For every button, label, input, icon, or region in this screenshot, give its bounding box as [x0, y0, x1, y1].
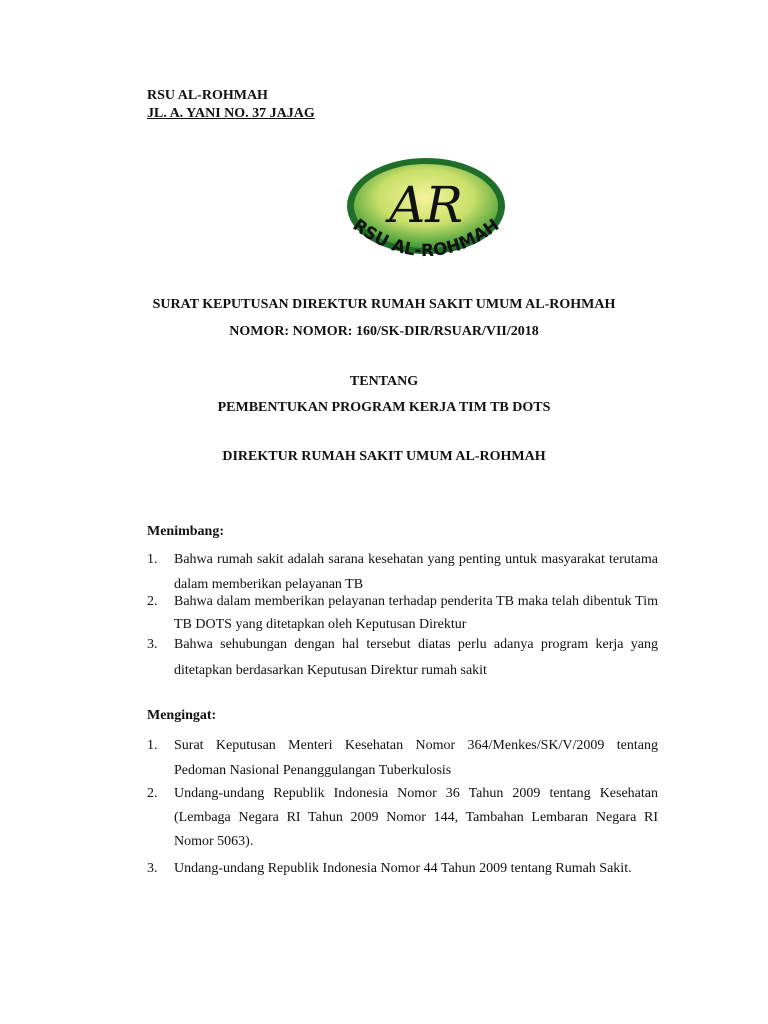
item-number: 2. — [147, 594, 158, 609]
logo-text: RSU AL-ROHMAH — [348, 215, 504, 262]
mengingat-item — [147, 782, 658, 854]
item-text: Surat Keputusan Menteri Kesehatan Nomor 364/Menkes/SK/V/2009 tentang Pedoman Nasional Penanggulangan Tuberkulosis — [174, 738, 658, 778]
menimbang-item — [147, 632, 658, 684]
item-number: 1. — [147, 738, 158, 753]
item-number: 2. — [147, 786, 158, 801]
item-number: 1. — [147, 552, 158, 567]
decree-number: NOMOR: NOMOR: 160/SK-DIR/RSUAR/VII/2018 — [229, 324, 539, 339]
menimbang-item — [147, 590, 658, 636]
director-heading: DIREKTUR RUMAH SAKIT UMUM AL-ROHMAH — [222, 449, 546, 464]
mengingat-item — [147, 733, 658, 783]
mengingat-item — [147, 856, 658, 882]
hospital-name: RSU AL-ROHMAH — [147, 88, 268, 103]
logo-monogram: AR — [389, 176, 463, 234]
hospital-logo — [344, 156, 508, 280]
item-number: 3. — [147, 637, 158, 652]
mengingat-heading: Mengingat: — [147, 708, 217, 723]
item-text: Bahwa rumah sakit adalah sarana kesehatan yang penting untuk masyarakat terutama dalam memberikan pelayanan TB — [174, 552, 658, 592]
hospital-address: JL. A. YANI NO. 37 JAJAG — [147, 106, 315, 121]
decree-title: SURAT KEPUTUSAN DIREKTUR RUMAH SAKIT UMUM AL-ROHMAH — [152, 297, 616, 312]
item-number: 3. — [147, 861, 158, 876]
item-text: Bahwa dalam memberikan pelayanan terhadap penderita TB maka telah dibentuk Tim TB DOTS yang ditetapkan oleh Keputusan Direktur — [174, 594, 658, 632]
item-text: Bahwa sehubungan dengan hal tersebut diatas perlu adanya program kerja yang ditetapkan berdasarkan Keputusan Direktur rumah sakit — [174, 637, 658, 678]
item-text: Undang-undang Republik Indonesia Nomor 44 Tahun 2009 tentang Rumah Sakit. — [174, 861, 632, 876]
letterhead — [147, 87, 315, 123]
tentang-label: TENTANG — [349, 374, 419, 389]
decree-subject: PEMBENTUKAN PROGRAM KERJA TIM TB DOTS — [217, 400, 551, 415]
menimbang-heading: Menimbang: — [147, 524, 224, 539]
item-text: Undang-undang Republik Indonesia Nomor 36 Tahun 2009 tentang Kesehatan (Lembaga Negara RI Tahun 2009 Nomor 144, Tambahan Lembaran Negara RI Nomor 5063). — [174, 786, 658, 849]
